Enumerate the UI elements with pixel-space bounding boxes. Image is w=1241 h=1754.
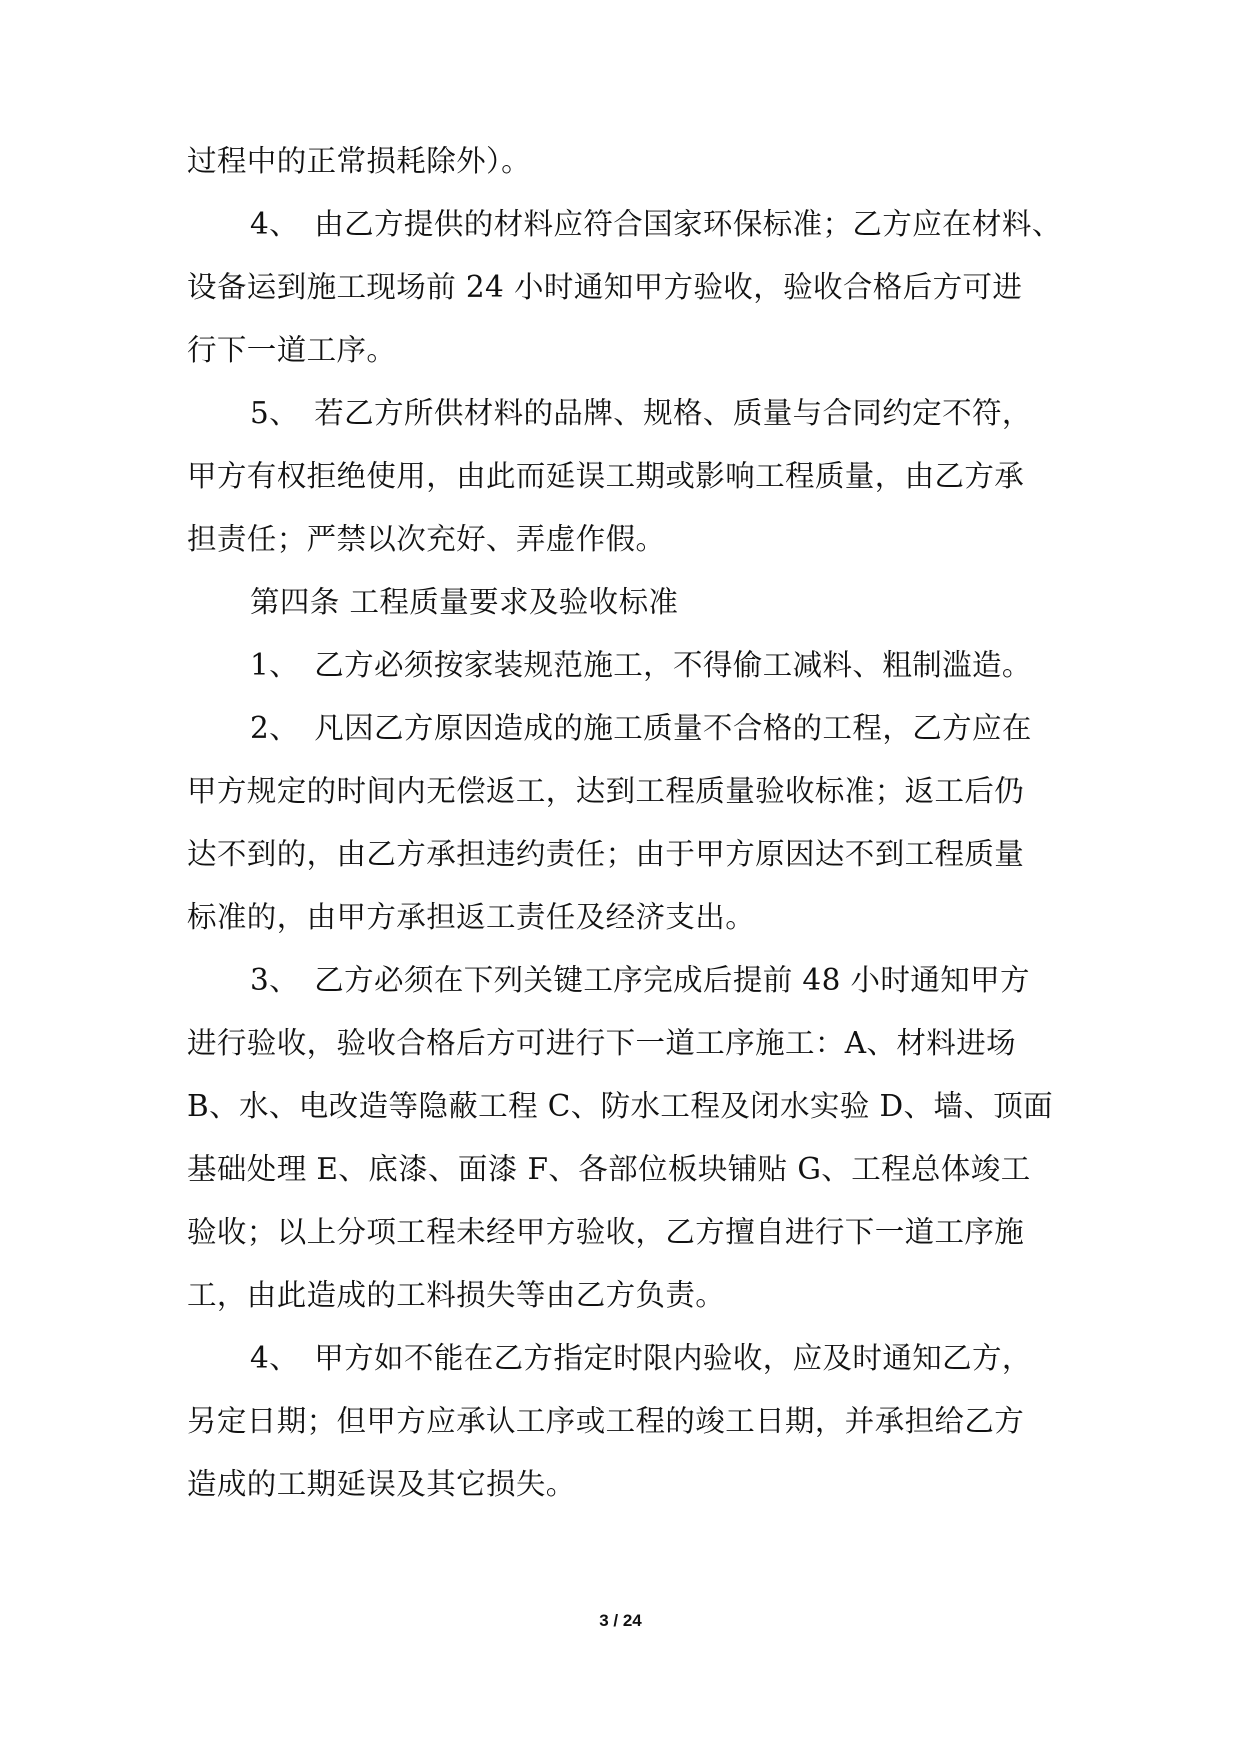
text-line: 进行验收，验收合格后方可进行下一道工序施工：A、材料进场	[187, 1026, 1017, 1060]
text-line: 1、 乙方必须按家装规范施工，不得偷工减料、粗制滥造。	[250, 648, 1032, 682]
text-line: 3、 乙方必须在下列关键工序完成后提前 48 小时通知甲方	[250, 963, 1030, 997]
text-line: 5、 若乙方所供材料的品牌、规格、质量与合同约定不符，	[250, 396, 1032, 430]
text-line: 基础处理 E、底漆、面漆 F、各部位板块铺贴 G、工程总体竣工	[187, 1152, 1031, 1186]
text-line: 达不到的，由乙方承担违约责任；由于甲方原因达不到工程质量	[187, 837, 1025, 871]
text-line: 甲方有权拒绝使用，由此而延误工期或影响工程质量，由乙方承	[187, 459, 1025, 493]
text-line: 造成的工期延误及其它损失。	[187, 1467, 576, 1501]
text-line: 2、 凡因乙方原因造成的施工质量不合格的工程，乙方应在	[250, 711, 1032, 745]
text-line: 4、 由乙方提供的材料应符合国家环保标准；乙方应在材料、	[250, 207, 1062, 241]
text-line: 验收；以上分项工程未经甲方验收，乙方擅自进行下一道工序施	[187, 1215, 1025, 1249]
text-line: B、水、电改造等隐蔽工程 C、防水工程及闭水实验 D、墙、顶面	[187, 1089, 1054, 1123]
text-line: 过程中的正常损耗除外）。	[187, 144, 532, 178]
page-number: 3 / 24	[599, 1611, 642, 1630]
text-line: 担责任；严禁以次充好、弄虚作假。	[187, 522, 666, 556]
text-line: 另定日期；但甲方应承认工序或工程的竣工日期，并承担给乙方	[187, 1404, 1025, 1438]
text-line: 行下一道工序。	[187, 333, 397, 367]
section-heading: 第四条 工程质量要求及验收标准	[250, 585, 679, 619]
text-line: 4、 甲方如不能在乙方指定时限内验收，应及时通知乙方，	[250, 1341, 1032, 1375]
text-line: 设备运到施工现场前 24 小时通知甲方验收，验收合格后方可进	[187, 270, 1023, 304]
text-line: 标准的，由甲方承担返工责任及经济支出。	[187, 900, 756, 934]
text-line: 甲方规定的时间内无偿返工，达到工程质量验收标准；返工后仍	[187, 774, 1025, 808]
text-line: 工，由此造成的工料损失等由乙方负责。	[187, 1278, 726, 1312]
